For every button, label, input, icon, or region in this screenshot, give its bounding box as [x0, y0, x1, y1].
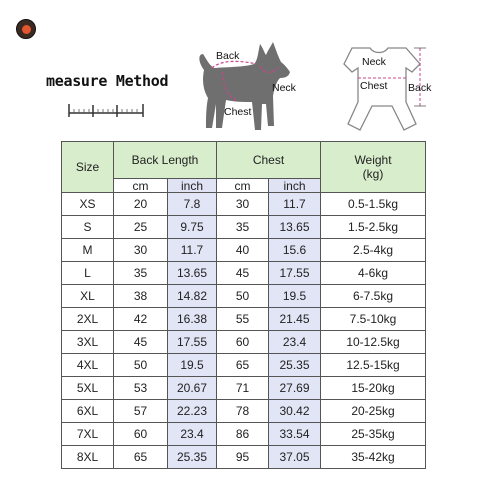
back-cm-cell: 53	[114, 377, 168, 400]
back-cm-cell: 45	[114, 331, 168, 354]
clothing-measure-diagram	[326, 38, 438, 138]
weight-cell: 35-42kg	[321, 446, 426, 469]
size-cell: 7XL	[62, 423, 114, 446]
back-inch-cell: 7.8	[168, 193, 217, 216]
size-cell: 6XL	[62, 400, 114, 423]
weight-cell: 2.5-4kg	[321, 239, 426, 262]
weight-cell: 6-7.5kg	[321, 285, 426, 308]
back-inch-cell: 20.67	[168, 377, 217, 400]
size-header: Size	[62, 142, 114, 193]
table-row	[62, 331, 426, 354]
chest-header: Chest	[217, 142, 321, 179]
weight-cell: 1.5-2.5kg	[321, 216, 426, 239]
back-cm-subheader: cm	[114, 179, 168, 193]
back-cm-cell: 30	[114, 239, 168, 262]
chest-cm-cell: 95	[217, 446, 269, 469]
back-cm-cell: 42	[114, 308, 168, 331]
ruler-icon	[68, 101, 144, 119]
chest-cm-cell: 71	[217, 377, 269, 400]
back-inch-cell: 19.5	[168, 354, 217, 377]
weight-cell: 0.5-1.5kg	[321, 193, 426, 216]
chest-cm-subheader: cm	[217, 179, 269, 193]
back-inch-cell: 14.82	[168, 285, 217, 308]
chest-inch-cell: 33.54	[269, 423, 321, 446]
back-inch-cell: 11.7	[168, 239, 217, 262]
weight-unit-label: (kg)	[362, 167, 384, 181]
chest-cm-cell: 60	[217, 331, 269, 354]
back-inch-cell: 25.35	[168, 446, 217, 469]
table-row	[62, 308, 426, 331]
size-cell: S	[62, 216, 114, 239]
chest-cm-cell: 40	[217, 239, 269, 262]
table-row	[62, 354, 426, 377]
chest-inch-cell: 13.65	[269, 216, 321, 239]
chest-inch-subheader: inch	[269, 179, 321, 193]
chest-cm-cell: 78	[217, 400, 269, 423]
back-cm-cell: 50	[114, 354, 168, 377]
weight-cell: 20-25kg	[321, 400, 426, 423]
back-length-header: Back Length	[114, 142, 217, 179]
chest-inch-cell: 37.05	[269, 446, 321, 469]
weight-cell: 7.5-10kg	[321, 308, 426, 331]
table-row	[62, 285, 426, 308]
size-cell: 8XL	[62, 446, 114, 469]
back-cm-cell: 57	[114, 400, 168, 423]
clothing-back-label: Back	[408, 82, 432, 94]
size-cell: L	[62, 262, 114, 285]
size-cell: 3XL	[62, 331, 114, 354]
chest-inch-cell: 19.5	[269, 285, 321, 308]
back-inch-cell: 9.75	[168, 216, 217, 239]
chest-cm-cell: 30	[217, 193, 269, 216]
table-row	[62, 446, 426, 469]
table-row	[62, 400, 426, 423]
table-row	[62, 239, 426, 262]
size-cell: 4XL	[62, 354, 114, 377]
weight-header	[321, 142, 426, 193]
brand-logo-icon	[16, 19, 36, 39]
size-cell: XL	[62, 285, 114, 308]
dog-measure-diagram	[188, 38, 316, 138]
chest-cm-cell: 45	[217, 262, 269, 285]
clothing-neck-label: Neck	[362, 56, 386, 68]
chest-inch-cell: 30.42	[269, 400, 321, 423]
weight-cell: 12.5-15kg	[321, 354, 426, 377]
chest-inch-cell: 15.6	[269, 239, 321, 262]
table-row	[62, 423, 426, 446]
back-inch-cell: 16.38	[168, 308, 217, 331]
back-inch-cell: 13.65	[168, 262, 217, 285]
table-row	[62, 262, 426, 285]
table-row	[62, 216, 426, 239]
table-row	[62, 193, 426, 216]
dog-neck-label: Neck	[272, 82, 296, 94]
chest-cm-cell: 65	[217, 354, 269, 377]
dog-chest-label: Chest	[224, 106, 252, 118]
back-inch-cell: 22.23	[168, 400, 217, 423]
chest-inch-cell: 25.35	[269, 354, 321, 377]
weight-cell: 10-12.5kg	[321, 331, 426, 354]
size-cell: 5XL	[62, 377, 114, 400]
measure-method-title: measure Method	[46, 72, 169, 90]
size-cell: M	[62, 239, 114, 262]
back-cm-cell: 65	[114, 446, 168, 469]
clothing-chest-label: Chest	[360, 80, 388, 92]
chest-cm-cell: 55	[217, 308, 269, 331]
size-chart-table	[61, 141, 426, 469]
chest-inch-cell: 23.4	[269, 331, 321, 354]
back-cm-cell: 35	[114, 262, 168, 285]
back-inch-subheader: inch	[168, 179, 217, 193]
size-table-body	[62, 193, 426, 469]
back-cm-cell: 20	[114, 193, 168, 216]
table-row	[62, 377, 426, 400]
size-cell: 2XL	[62, 308, 114, 331]
chest-cm-cell: 86	[217, 423, 269, 446]
back-inch-cell: 23.4	[168, 423, 217, 446]
dog-silhouette-icon	[188, 38, 316, 138]
back-cm-cell: 38	[114, 285, 168, 308]
weight-cell: 4-6kg	[321, 262, 426, 285]
chest-inch-cell: 21.45	[269, 308, 321, 331]
back-cm-cell: 60	[114, 423, 168, 446]
back-cm-cell: 25	[114, 216, 168, 239]
chest-inch-cell: 17.55	[269, 262, 321, 285]
dog-back-label: Back	[216, 50, 240, 62]
chest-inch-cell: 11.7	[269, 193, 321, 216]
size-cell: XS	[62, 193, 114, 216]
chest-cm-cell: 35	[217, 216, 269, 239]
chest-cm-cell: 50	[217, 285, 269, 308]
weight-header-label: Weight	[354, 153, 392, 167]
back-inch-cell: 17.55	[168, 331, 217, 354]
chest-inch-cell: 27.69	[269, 377, 321, 400]
weight-cell: 15-20kg	[321, 377, 426, 400]
weight-cell: 25-35kg	[321, 423, 426, 446]
